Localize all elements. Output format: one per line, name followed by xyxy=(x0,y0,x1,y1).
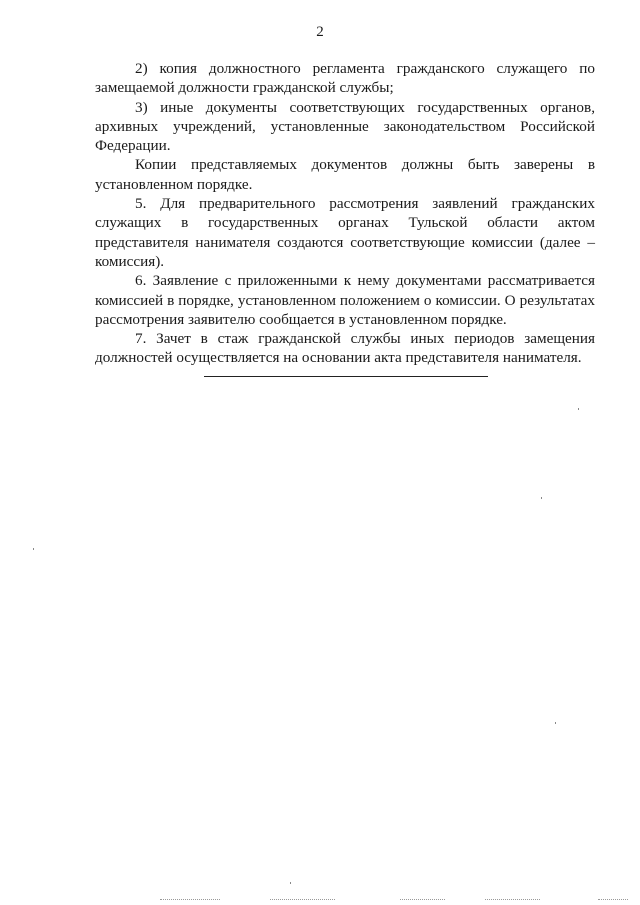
closing-separator-line xyxy=(204,376,488,377)
scan-speck xyxy=(541,497,542,499)
scan-edge-noise xyxy=(485,899,540,901)
paragraph-application-review: 6. Заявление с приложенными к нему документами рассматривается комиссией в порядке, установленном положением о комиссии. О результатах рассмотрения заявителю сообщается в установленном порядке. xyxy=(95,272,595,328)
scan-speck xyxy=(33,548,34,550)
paragraph-commission-creation: 5. Для предварительного рассмотрения заявлений гражданских служащих в государственных органах Тульской области актом представителя нанимателя создаются соответствующие комиссии (далее – комиссия). xyxy=(95,195,595,270)
document-body xyxy=(95,59,595,368)
paragraph-other-documents: 3) иные документы соответствующих государственных органов, архивных учреждений, установленные законодательством Российской Федерации. xyxy=(95,98,595,155)
scan-edge-noise xyxy=(270,899,335,901)
paragraph-service-record: 7. Зачет в стаж гражданской службы иных периодов замещения должностей осуществляется на основании акта представителя нанимателя. xyxy=(95,330,595,367)
paragraph-certified-copies: Копии представляемых документов должны быть заверены в установленном порядке. xyxy=(95,156,595,193)
scan-speck xyxy=(578,408,579,410)
scan-edge-noise xyxy=(598,899,628,901)
scan-speck xyxy=(290,882,291,884)
paragraph-regulation-copy: 2) копия должностного регламента гражданского служащего по замещаемой должности гражданской службы; xyxy=(95,60,595,97)
scan-edge-noise xyxy=(160,899,220,901)
scan-edge-noise xyxy=(400,899,445,901)
page-number: 2 xyxy=(316,24,324,40)
scan-speck xyxy=(555,722,556,724)
